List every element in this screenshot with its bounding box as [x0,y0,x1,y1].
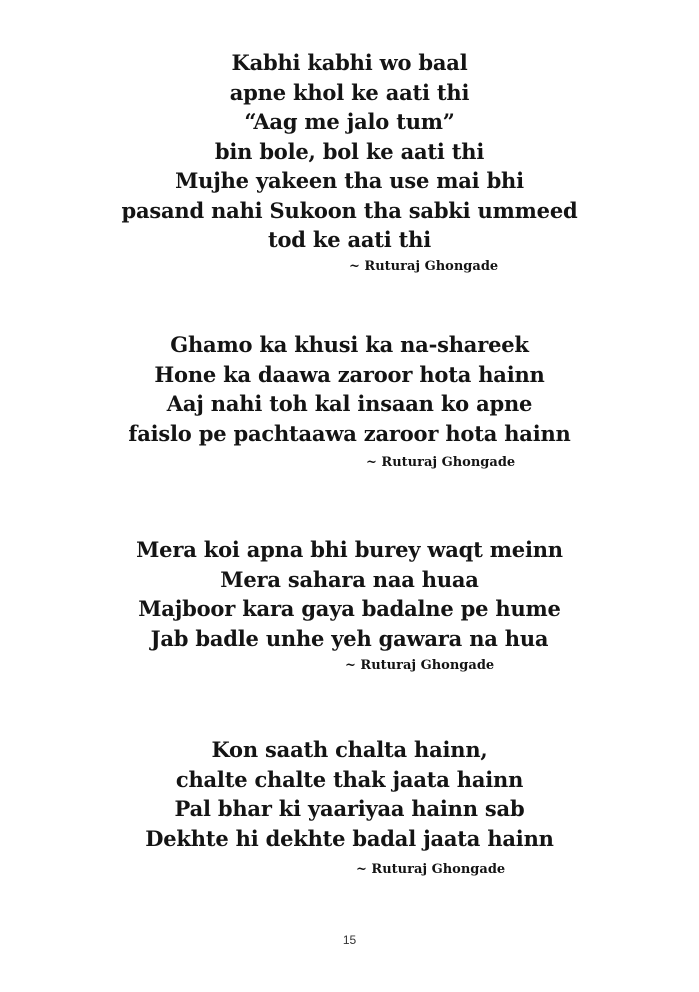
poem-line: Ghamo ka khusi ka na-shareek [170,332,529,357]
poem-line: Aaj nahi toh kal insaan ko apne [166,391,533,416]
poem-signature: ~ Ruturaj Ghongade [366,455,516,470]
poem-2 [0,330,699,448]
poem-signature: ~ Ruturaj Ghongade [356,862,506,877]
poem-line: Jab badle unhe yeh gawara na hua [150,625,549,651]
poem-line: Kabhi kabhi wo baal [231,50,468,75]
poem-signature: ~ Ruturaj Ghongade [345,658,495,673]
poem-line: pasand nahi Sukoon tha sabki ummeed [121,197,578,223]
poem-line: Mera sahara naa huaa [220,566,479,592]
poem-line: apne khol ke aati thi [229,79,470,105]
poem-line: Mujhe yakeen tha use mai bhi [175,168,524,193]
poem-1 [0,48,699,255]
poem-line: Majboor kara gaya badalne pe hume [138,596,561,621]
poem-line: Dekhte hi dekhte badal jaata hainn [145,825,554,851]
poem-line: Kon saath chalta hainn, [211,737,488,762]
poem-4 [0,735,699,853]
poem-line: faislo pe pachtaawa zaroor hota hainn [128,420,571,446]
poem-line: “Aag me jalo tum” [244,109,455,134]
poem-signature: ~ Ruturaj Ghongade [349,259,499,274]
poem-line: Hone ka daawa zaroor hota hainn [154,361,545,387]
page-number: 15 [342,933,357,947]
poem-line: bin bole, bol ke aati thi [214,138,485,164]
poem-line: tod ke aati thi [267,227,432,252]
poem-line: Pal bhar ki yaariyaa hainn sab [174,796,525,821]
poem-line: chalte chalte thak jaata hainn [175,766,524,792]
poem-line: Mera koi apna bhi burey waqt meinn [136,537,563,562]
poem-3 [0,535,699,653]
